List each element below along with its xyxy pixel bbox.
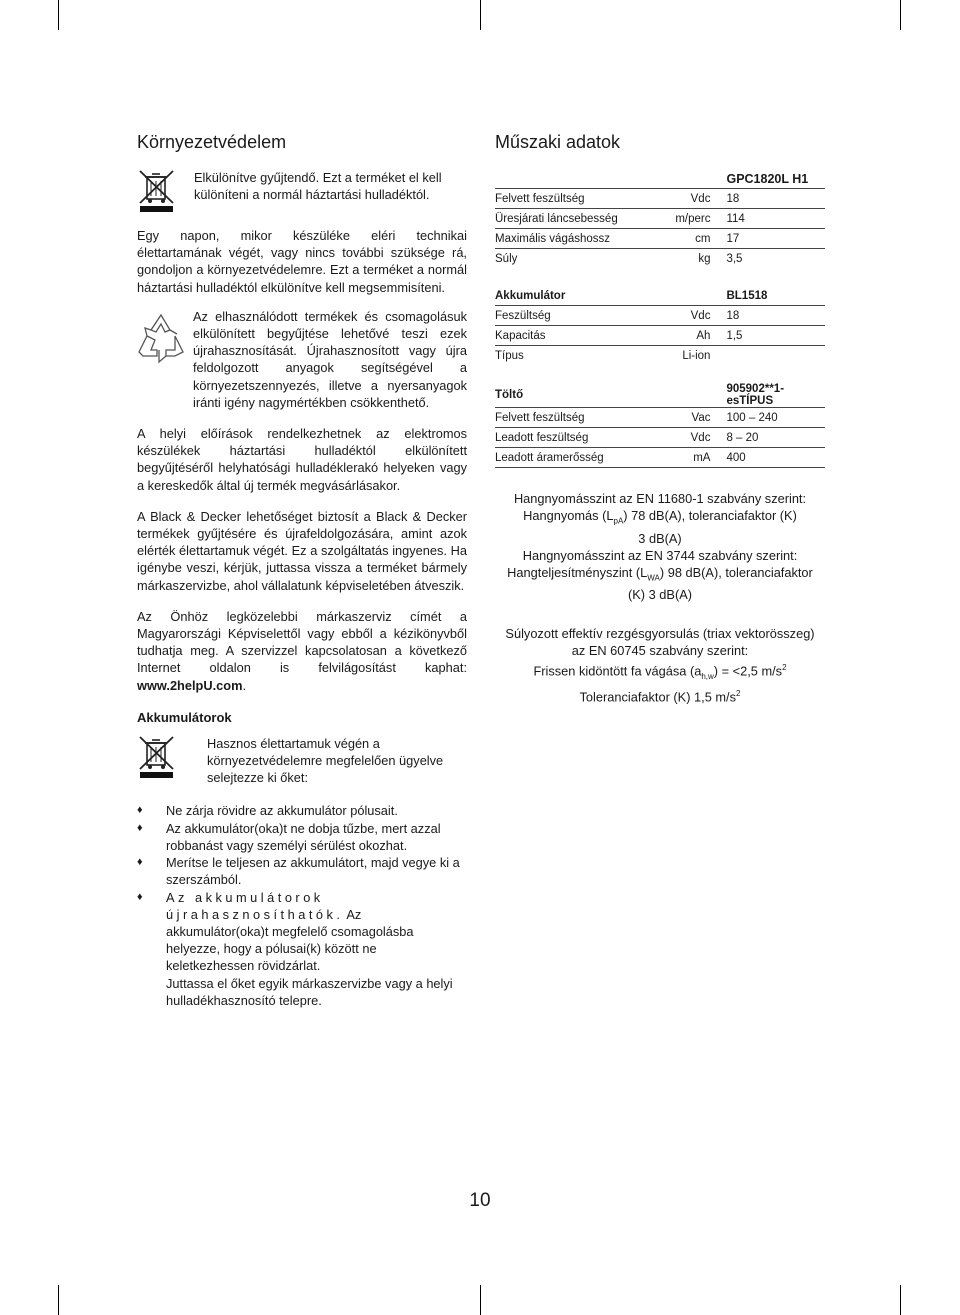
battery-heading: Akkumulátorok xyxy=(137,709,232,725)
list-item: ♦ Merítse le teljesen az akkumulátort, majd vegye ki a szerszámból. xyxy=(137,855,460,888)
service-text-end: . xyxy=(242,677,247,693)
paragraph: Egy napon, mikor készüléke eléri technikai élettartamának végét, vagy nincs további szüksége rá, gondoljon a környezetvédelemre. Ezt a terméket a normál háztartási hulladéktól elkülönítve kell megsemmisíteni. xyxy=(137,228,467,295)
crop-mark xyxy=(900,1285,901,1315)
table-row: Maximális vágáshossz cm 17 xyxy=(495,229,825,249)
table-row: Kapacitás Ah 1,5 xyxy=(495,326,825,346)
crop-mark xyxy=(480,1285,481,1315)
left-column xyxy=(137,132,467,1009)
diamond-bullet-icon: ♦ xyxy=(137,856,143,869)
diamond-bullet-icon: ♦ xyxy=(137,821,143,834)
list-item: ♦ Ne zárja rövidre az akkumulátor pólusait. xyxy=(137,803,398,819)
battery-weee-block xyxy=(137,735,467,787)
paragraph: A Black & Decker lehetőséget biztosít a Black & Decker termékek gyűjtésére és újrafeldolgozására, amint azok elérték élettartamuk végét. Ez a szolgáltatás ingyenes. Ha igénybe veszi, kérjük, juttassa vissza a terméket bármely márkaszervizbe, ahol vállalatunk képviseletében átveszik. xyxy=(137,508,467,593)
section-title: Műszaki adatok xyxy=(495,132,621,152)
weee-block xyxy=(137,169,467,213)
crop-mark xyxy=(900,0,901,30)
battery-bullets xyxy=(137,802,467,1008)
service-link[interactable]: www.2helpU.com xyxy=(137,677,243,693)
paragraph xyxy=(137,608,467,694)
table-row: Típus Li-ion xyxy=(495,349,711,362)
vibration-block: Súlyozott effektív rezgésgyorsulás (triax vektorösszeg) az EN 60745 szabvány szerint: Frissen kidöntött fa vágása $(a_{h,w}) = <2,5$ $m/s^2$ Toleranciafaktor (K) 1,5 $m/s^2$ xyxy=(505,626,815,705)
table-row: Feszültség Vdc 18 xyxy=(495,306,825,326)
separate-collection-text: Elkülönítve gyűjtendő. Ezt a terméket el kell különíteni a normál háztartási hulladéktól. xyxy=(194,170,442,203)
table-row: Felvett feszültség Vac 100 – 240 xyxy=(495,408,825,428)
table-header-row xyxy=(495,169,825,189)
service-text: Az Önhöz legközelebbi márkaszerviz címét a Magyarországi Képviselettől vagy ebből a kézikönyvből tudhatja meg. A szervizzel kapcsolatosan a következő Internet oldalon is felvilágosítást kaphat: xyxy=(137,608,467,676)
noise-block: Hangnyomásszint az EN 11680-1 szabvány szerint: Hangnyomás $(L_{pA})$ 78 dB(A), toleranciafaktor (K) 3 dB(A) Hangnyomásszint az EN 3744 szabvány szerint: Hangteljesítményszint $(L_{WA})$ 98 dB(A), toleranciafaktor (K) 3 dB(A) xyxy=(507,491,813,603)
crossed-bin-icon xyxy=(137,169,177,213)
table-row: Üresjárati láncsebesség m/perc 114 xyxy=(495,209,825,229)
list-item: ♦ Az akkumulátorok újrahasznosíthatók. Az akkumulátor(oka)t megfelelő csomagolásba helyezze, hogy a pólusai(k) között ne keletkezhessen rövidzárlat. Juttassa el őket egyik márkaszervizbe vagy a helyi hulladékhasznosító telepre. xyxy=(137,889,453,1008)
recycle-block xyxy=(137,308,467,411)
diamond-bullet-icon: ♦ xyxy=(137,890,143,903)
crossed-bin-icon xyxy=(137,735,177,779)
crop-mark xyxy=(58,0,59,30)
table-header-row: Töltő 905902**1-esTÍPUS xyxy=(495,383,825,408)
table-row: Felvett feszültség Vdc 18 xyxy=(495,189,825,209)
table-header-row: Akkumulátor BL1518 xyxy=(495,286,825,306)
table-row: Súly kg 3,5 xyxy=(495,252,743,265)
section-title: Környezetvédelem xyxy=(137,132,287,152)
table-row: Leadott feszültség Vdc 8 – 20 xyxy=(495,428,825,448)
list-item: ♦ Az akkumulátor(oka)t ne dobja tűzbe, mert azzal robbanást vagy személyi sérülést okozhat. xyxy=(137,820,441,853)
crop-mark xyxy=(58,1285,59,1315)
model-name: GPC1820L H1 xyxy=(726,169,825,189)
page-number: 10 xyxy=(469,1190,491,1211)
crop-mark xyxy=(480,0,481,30)
recycle-icon xyxy=(137,312,185,364)
diamond-bullet-icon: ♦ xyxy=(137,804,143,817)
battery-intro: Hasznos élettartamuk végén a környezetvédelemre megfelelően ügyelve selejtezze ki őket: xyxy=(207,735,444,786)
right-column xyxy=(495,132,825,705)
recycle-text: Az elhasználódott termékek és csomagolásuk elkülönített begyűjtése lehetővé teszi ezek újrahasznosítását. Újrahasznosított vagy újra feldolgozott anyagok segítségével a környezetszennyezés, illetve a nyersanyagok iránti igény nagymértékben csökkenthető. xyxy=(193,308,467,410)
table-row: Leadott áramerősség mA 400 xyxy=(495,448,825,468)
paragraph: A helyi előírások rendelkezhetnek az elektromos készülékek háztartási hulladéktól elkülönített begyűjtéséről helyhatósági hulladéklerakó helyeken vagy a kereskedők által új termék megvásárlásakor. xyxy=(137,426,467,493)
spec-table xyxy=(495,169,825,468)
